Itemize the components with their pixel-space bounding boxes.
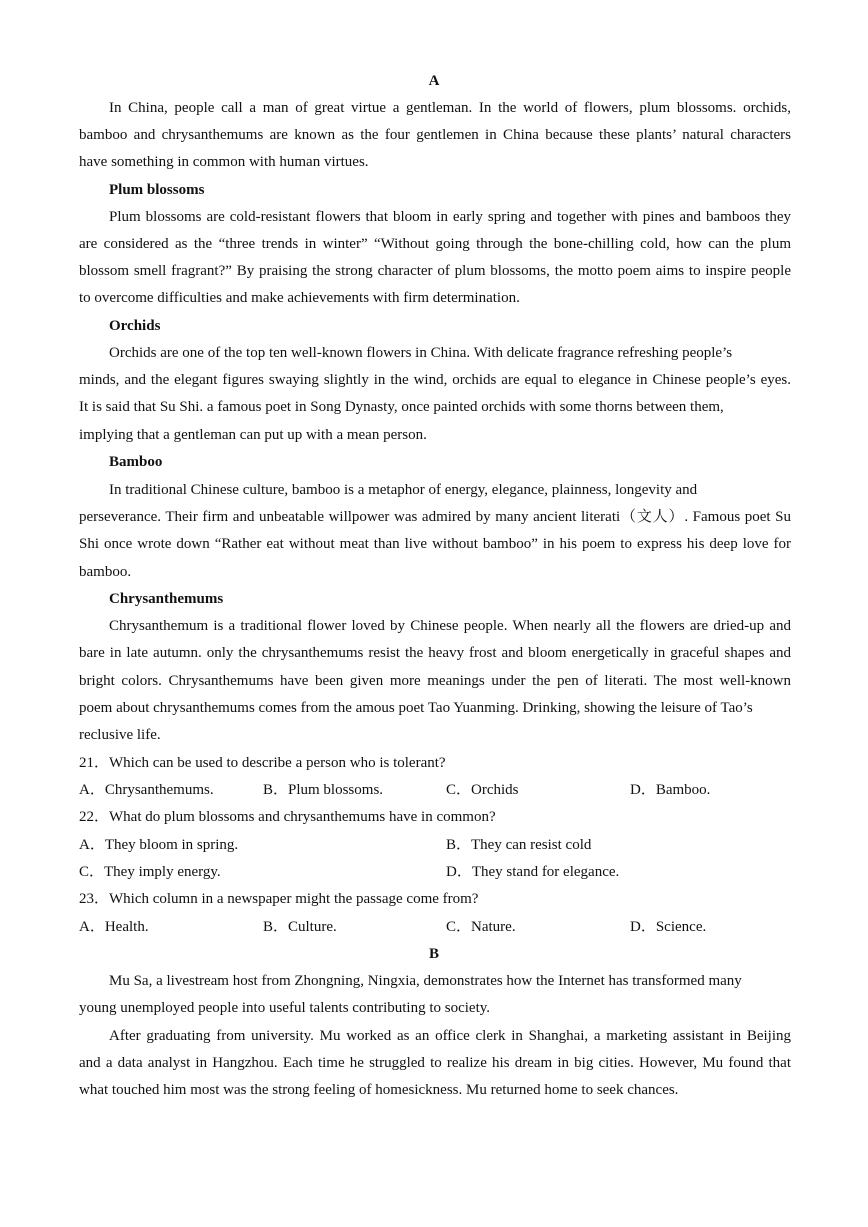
chrys-line-3: bright colors. Chrysanthemums have been given more meanings under the pen of literati. The most well-known xyxy=(79,673,791,689)
orchids-line-4: implying that a gentleman can put up with a mean person. xyxy=(79,427,427,443)
b-p2-line-2: and a data analyst in Hangzhou. Each time he struggled to realize his dream in big cities. However, Mu found that xyxy=(79,1055,791,1071)
intro-line-1: In China, people call a man of great virtue a gentleman. In the world of flowers, plum blossoms. orchids, xyxy=(109,100,791,116)
q22-option-b[interactable]: B．They can resist cold xyxy=(446,837,592,853)
q23-option-b[interactable]: B．Culture. xyxy=(263,919,337,935)
orchids-line-1: Orchids are one of the top ten well-known flowers in China. With delicate fragrance refreshing people’s xyxy=(109,345,733,361)
b-p2-line-1: After graduating from university. Mu worked as an office clerk in Shanghai, a marketing assistant in Beijing xyxy=(109,1028,791,1044)
q23-option-a[interactable]: A．Health. xyxy=(79,919,149,935)
b-p1-line-2: young unemployed people into useful talents contributing to society. xyxy=(79,1000,491,1016)
q23-option-d[interactable]: D．Science. xyxy=(630,919,707,935)
intro-line-2: bamboo and chrysanthemums are known as the four gentlemen in China because these plants’ natural characters xyxy=(79,127,791,143)
plum-line-1: Plum blossoms are cold-resistant flowers that bloom in early spring and together with pines and bamboos they xyxy=(109,209,791,225)
plum-line-2: are considered as the “three trends in winter” “Without going through the bone-chilling cold, how can the plum xyxy=(79,236,791,252)
q21-option-d[interactable]: D．Bamboo. xyxy=(630,782,711,798)
passage-b-label: B xyxy=(428,946,439,962)
intro-line-3: have something in common with human virtues. xyxy=(79,154,369,170)
chrys-line-5: reclusive life. xyxy=(79,727,161,743)
passage-a-label: A xyxy=(428,73,440,89)
q21-option-b[interactable]: B．Plum blossoms. xyxy=(263,782,384,798)
question-22-stem: 22．What do plum blossoms and chrysanthemums have in common? xyxy=(79,809,496,825)
q21-option-c[interactable]: C．Orchids xyxy=(446,782,519,798)
chrys-line-2: bare in late autumn. only the chrysanthemums resist the heavy frost and bloom energetically in graceful shapes and xyxy=(79,645,791,661)
q22-option-d[interactable]: D．They stand for elegance. xyxy=(446,864,620,880)
orchids-heading: Orchids xyxy=(109,318,161,334)
plum-heading: Plum blossoms xyxy=(109,182,205,198)
chrys-line-1: Chrysanthemum is a traditional flower loved by Chinese people. When nearly all the flowers are dried-up and xyxy=(109,618,791,634)
bamboo-heading: Bamboo xyxy=(109,454,163,470)
q23-option-c[interactable]: C．Nature. xyxy=(446,919,516,935)
question-21-stem: 21．Which can be used to describe a person who is tolerant? xyxy=(79,755,446,771)
bamboo-line-1: In traditional Chinese culture, bamboo is a metaphor of energy, elegance, plainness, longevity and xyxy=(109,482,698,498)
q22-option-a[interactable]: A．They bloom in spring. xyxy=(79,837,239,853)
plum-line-4: to overcome difficulties and make achievements with firm determination. xyxy=(79,290,520,306)
bamboo-line-4: bamboo. xyxy=(79,564,132,580)
chrys-heading: Chrysanthemums xyxy=(109,591,224,607)
b-p2-line-3: what touched him most was the strong feeling of homesickness. Mu returned home to seek chances. xyxy=(79,1082,679,1098)
question-23-stem: 23．Which column in a newspaper might the passage come from? xyxy=(79,891,479,907)
chrys-line-4: poem about chrysanthemums comes from the amous poet Tao Yuanming. Drinking, showing the leisure of Tao’s xyxy=(79,700,753,716)
orchids-line-2: minds, and the elegant figures swaying slightly in the wind, orchids are equal to elegance in Chinese people’s eyes. xyxy=(79,372,791,388)
plum-line-3: blossom smell fragrant?” By praising the strong character of plum blossoms, the motto poem aims to inspire people xyxy=(79,263,791,279)
q22-option-c[interactable]: C．They imply energy. xyxy=(79,864,221,880)
bamboo-line-3: Shi once wrote down “Rather eat without meat than live without bamboo” in his poem to express his deep love for xyxy=(79,536,791,552)
q21-option-a[interactable]: A．Chrysanthemums. xyxy=(79,782,214,798)
bamboo-line-2: perseverance. Their firm and unbeatable willpower was admired by many ancient literati（文人）. Famous poet Su xyxy=(79,509,791,525)
b-p1-line-1: Mu Sa, a livestream host from Zhongning, Ningxia, demonstrates how the Internet has transformed many xyxy=(109,973,742,989)
orchids-line-3: It is said that Su Shi. a famous poet in Song Dynasty, once painted orchids with some thorns between them, xyxy=(79,399,724,415)
